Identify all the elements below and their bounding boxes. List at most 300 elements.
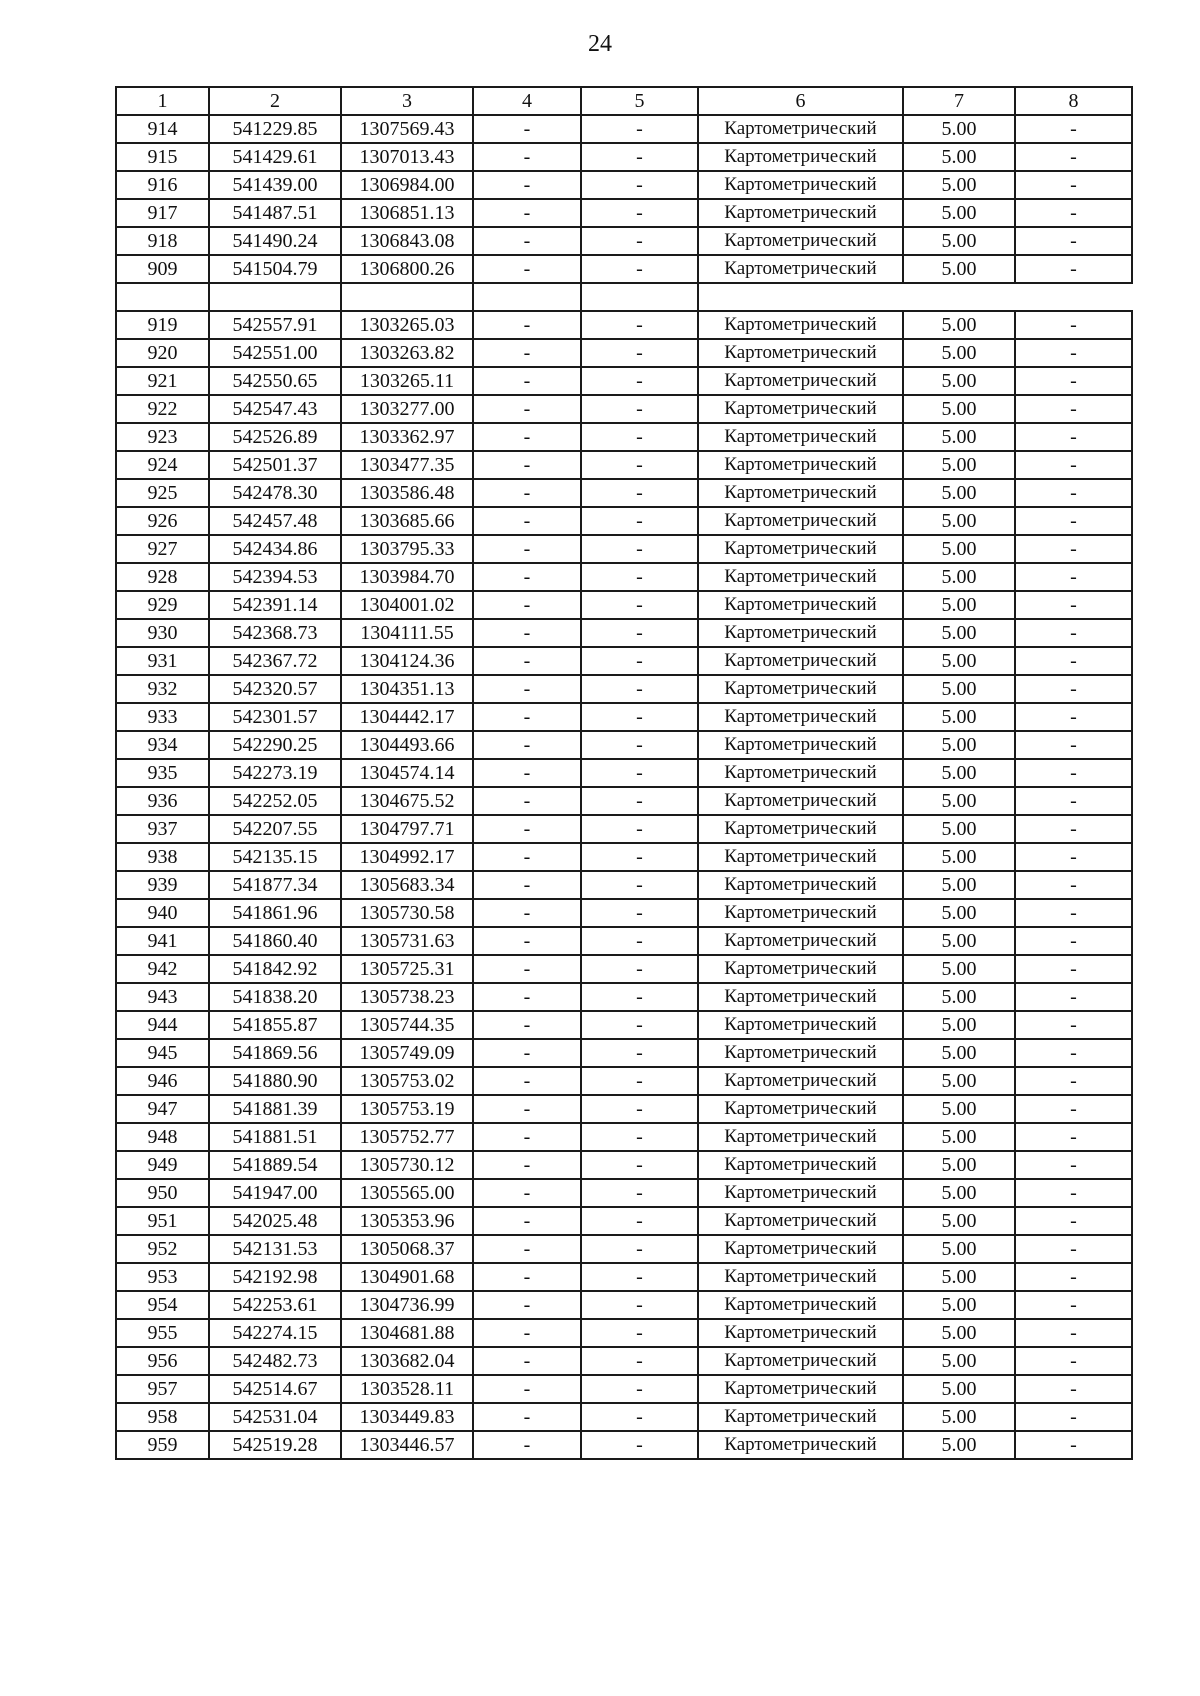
x-coordinate-cell: 542482.73 xyxy=(209,1347,341,1375)
method-cell: Картометрический xyxy=(698,899,903,927)
table-row xyxy=(116,815,1132,843)
method-cell: Картометрический xyxy=(698,171,903,199)
y-coordinate-cell: 1305744.35 xyxy=(341,1011,473,1039)
accuracy-cell: 5.00 xyxy=(903,115,1015,143)
col8-cell: - xyxy=(1015,983,1132,1011)
y-coordinate-cell: 1305738.23 xyxy=(341,983,473,1011)
point-number-cell: 936 xyxy=(116,787,209,815)
col8-cell: - xyxy=(1015,115,1132,143)
col8-cell: - xyxy=(1015,1095,1132,1123)
col5-cell: - xyxy=(581,927,698,955)
accuracy-cell: 5.00 xyxy=(903,451,1015,479)
method-cell: Картометрический xyxy=(698,1263,903,1291)
point-number-cell: 925 xyxy=(116,479,209,507)
col5-cell: - xyxy=(581,1011,698,1039)
table-row xyxy=(116,115,1132,143)
col8-cell: - xyxy=(1015,395,1132,423)
accuracy-cell: 5.00 xyxy=(903,1319,1015,1347)
col4-cell: - xyxy=(473,227,581,255)
accuracy-cell: 5.00 xyxy=(903,843,1015,871)
x-coordinate-cell: 541889.54 xyxy=(209,1151,341,1179)
col5-cell: - xyxy=(581,115,698,143)
col8-cell: - xyxy=(1015,1179,1132,1207)
y-coordinate-cell: 1307013.43 xyxy=(341,143,473,171)
point-number-cell: 918 xyxy=(116,227,209,255)
accuracy-cell: 5.00 xyxy=(903,199,1015,227)
accuracy-cell: 5.00 xyxy=(903,815,1015,843)
accuracy-cell: 5.00 xyxy=(903,1347,1015,1375)
table-row xyxy=(116,311,1132,339)
col4-cell: - xyxy=(473,1263,581,1291)
y-coordinate-cell: 1305730.12 xyxy=(341,1151,473,1179)
col8-cell: - xyxy=(1015,1207,1132,1235)
point-number-cell: 909 xyxy=(116,255,209,283)
accuracy-cell: 5.00 xyxy=(903,983,1015,1011)
y-coordinate-cell: 1303586.48 xyxy=(341,479,473,507)
y-coordinate-cell: 1303984.70 xyxy=(341,563,473,591)
col5-cell: - xyxy=(581,983,698,1011)
col4-cell: - xyxy=(473,1403,581,1431)
table-row xyxy=(116,647,1132,675)
col8-cell: - xyxy=(1015,1235,1132,1263)
table-row xyxy=(116,1123,1132,1151)
y-coordinate-cell: 1305353.96 xyxy=(341,1207,473,1235)
accuracy-cell: 5.00 xyxy=(903,1067,1015,1095)
x-coordinate-cell: 542547.43 xyxy=(209,395,341,423)
method-cell: Картометрический xyxy=(698,815,903,843)
table-row xyxy=(116,479,1132,507)
col8-cell: - xyxy=(1015,843,1132,871)
y-coordinate-cell: 1304736.99 xyxy=(341,1291,473,1319)
accuracy-cell: 5.00 xyxy=(903,171,1015,199)
y-coordinate-cell: 1304493.66 xyxy=(341,731,473,759)
y-coordinate-cell: 1303795.33 xyxy=(341,535,473,563)
col8-cell: - xyxy=(1015,1431,1132,1459)
table-row xyxy=(116,759,1132,787)
col8-cell: - xyxy=(1015,451,1132,479)
col5-cell: - xyxy=(581,143,698,171)
x-coordinate-cell: 542501.37 xyxy=(209,451,341,479)
y-coordinate-cell: 1304001.02 xyxy=(341,591,473,619)
col5-cell: - xyxy=(581,759,698,787)
table-row xyxy=(116,731,1132,759)
col4-cell: - xyxy=(473,563,581,591)
col4-cell: - xyxy=(473,1347,581,1375)
coordinates-table xyxy=(115,86,1133,1460)
accuracy-cell: 5.00 xyxy=(903,899,1015,927)
x-coordinate-cell: 542526.89 xyxy=(209,423,341,451)
y-coordinate-cell: 1304992.17 xyxy=(341,843,473,871)
table-row xyxy=(116,1431,1132,1459)
col8-cell: - xyxy=(1015,591,1132,619)
col8-cell: - xyxy=(1015,955,1132,983)
x-coordinate-cell: 541229.85 xyxy=(209,115,341,143)
method-cell: Картометрический xyxy=(698,1347,903,1375)
point-number-cell: 924 xyxy=(116,451,209,479)
col8-cell: - xyxy=(1015,703,1132,731)
col4-cell: - xyxy=(473,1431,581,1459)
col5-cell: - xyxy=(581,619,698,647)
col8-cell: - xyxy=(1015,1123,1132,1151)
method-cell: Картометрический xyxy=(698,311,903,339)
accuracy-cell: 5.00 xyxy=(903,1235,1015,1263)
accuracy-cell: 5.00 xyxy=(903,1179,1015,1207)
accuracy-cell: 5.00 xyxy=(903,563,1015,591)
accuracy-cell: 5.00 xyxy=(903,1291,1015,1319)
method-cell: Картометрический xyxy=(698,451,903,479)
col4-cell: - xyxy=(473,983,581,1011)
col8-cell: - xyxy=(1015,927,1132,955)
x-coordinate-cell: 542301.57 xyxy=(209,703,341,731)
accuracy-cell: 5.00 xyxy=(903,619,1015,647)
method-cell: Картометрический xyxy=(698,507,903,535)
point-number-cell: 920 xyxy=(116,339,209,367)
accuracy-cell: 5.00 xyxy=(903,675,1015,703)
x-coordinate-cell: 541861.96 xyxy=(209,899,341,927)
point-number-cell: 948 xyxy=(116,1123,209,1151)
x-coordinate-cell: 542253.61 xyxy=(209,1291,341,1319)
y-coordinate-cell: 1303362.97 xyxy=(341,423,473,451)
col8-cell: - xyxy=(1015,1151,1132,1179)
empty-cell xyxy=(341,283,473,311)
y-coordinate-cell: 1304901.68 xyxy=(341,1263,473,1291)
method-cell: Картометрический xyxy=(698,339,903,367)
accuracy-cell: 5.00 xyxy=(903,535,1015,563)
accuracy-cell: 5.00 xyxy=(903,395,1015,423)
col4-cell: - xyxy=(473,1319,581,1347)
table-row xyxy=(116,703,1132,731)
table-row xyxy=(116,1291,1132,1319)
method-cell: Картометрический xyxy=(698,1375,903,1403)
method-cell: Картометрический xyxy=(698,423,903,451)
column-header-3: 3 xyxy=(341,87,473,115)
col5-cell: - xyxy=(581,731,698,759)
col5-cell: - xyxy=(581,675,698,703)
method-cell: Картометрический xyxy=(698,1039,903,1067)
method-cell: Картометрический xyxy=(698,1179,903,1207)
col8-cell: - xyxy=(1015,675,1132,703)
col4-cell: - xyxy=(473,395,581,423)
col4-cell: - xyxy=(473,647,581,675)
col4-cell: - xyxy=(473,171,581,199)
col4-cell: - xyxy=(473,787,581,815)
y-coordinate-cell: 1304124.36 xyxy=(341,647,473,675)
table-row xyxy=(116,535,1132,563)
method-cell: Картометрический xyxy=(698,619,903,647)
x-coordinate-cell: 542531.04 xyxy=(209,1403,341,1431)
col8-cell: - xyxy=(1015,647,1132,675)
col8-cell: - xyxy=(1015,871,1132,899)
col4-cell: - xyxy=(473,899,581,927)
method-cell: Картометрический xyxy=(698,731,903,759)
point-number-cell: 941 xyxy=(116,927,209,955)
accuracy-cell: 5.00 xyxy=(903,1263,1015,1291)
table-row xyxy=(116,1207,1132,1235)
point-number-cell: 937 xyxy=(116,815,209,843)
col4-cell: - xyxy=(473,1095,581,1123)
x-coordinate-cell: 542434.86 xyxy=(209,535,341,563)
empty-cell xyxy=(116,283,209,311)
x-coordinate-cell: 541947.00 xyxy=(209,1179,341,1207)
contour-separator-row xyxy=(116,283,1132,311)
table-row xyxy=(116,1403,1132,1431)
col5-cell: - xyxy=(581,255,698,283)
col4-cell: - xyxy=(473,339,581,367)
table-row xyxy=(116,619,1132,647)
table-row xyxy=(116,675,1132,703)
col4-cell: - xyxy=(473,423,581,451)
page-number: 24 xyxy=(588,31,612,57)
col5-cell: - xyxy=(581,227,698,255)
accuracy-cell: 5.00 xyxy=(903,703,1015,731)
table-row xyxy=(116,1263,1132,1291)
method-cell: Картометрический xyxy=(698,1095,903,1123)
x-coordinate-cell: 542551.00 xyxy=(209,339,341,367)
y-coordinate-cell: 1305752.77 xyxy=(341,1123,473,1151)
point-number-cell: 923 xyxy=(116,423,209,451)
col8-cell: - xyxy=(1015,1291,1132,1319)
point-number-cell: 955 xyxy=(116,1319,209,1347)
col8-cell: - xyxy=(1015,899,1132,927)
accuracy-cell: 5.00 xyxy=(903,423,1015,451)
col5-cell: - xyxy=(581,591,698,619)
col8-cell: - xyxy=(1015,227,1132,255)
table-row xyxy=(116,927,1132,955)
table-row xyxy=(116,955,1132,983)
col8-cell: - xyxy=(1015,143,1132,171)
point-number-cell: 921 xyxy=(116,367,209,395)
col4-cell: - xyxy=(473,843,581,871)
col8-cell: - xyxy=(1015,1039,1132,1067)
y-coordinate-cell: 1305068.37 xyxy=(341,1235,473,1263)
y-coordinate-cell: 1307569.43 xyxy=(341,115,473,143)
x-coordinate-cell: 541838.20 xyxy=(209,983,341,1011)
point-number-cell: 916 xyxy=(116,171,209,199)
point-number-cell: 926 xyxy=(116,507,209,535)
col8-cell: - xyxy=(1015,367,1132,395)
table-row xyxy=(116,1095,1132,1123)
point-number-cell: 944 xyxy=(116,1011,209,1039)
table-row xyxy=(116,367,1132,395)
y-coordinate-cell: 1303265.11 xyxy=(341,367,473,395)
col8-cell: - xyxy=(1015,563,1132,591)
point-number-cell: 915 xyxy=(116,143,209,171)
col5-cell: - xyxy=(581,199,698,227)
y-coordinate-cell: 1306843.08 xyxy=(341,227,473,255)
point-number-cell: 951 xyxy=(116,1207,209,1235)
point-number-cell: 935 xyxy=(116,759,209,787)
col8-cell: - xyxy=(1015,1067,1132,1095)
y-coordinate-cell: 1303682.04 xyxy=(341,1347,473,1375)
col8-cell: - xyxy=(1015,479,1132,507)
x-coordinate-cell: 541880.90 xyxy=(209,1067,341,1095)
x-coordinate-cell: 542192.98 xyxy=(209,1263,341,1291)
x-coordinate-cell: 541490.24 xyxy=(209,227,341,255)
col5-cell: - xyxy=(581,1263,698,1291)
point-number-cell: 938 xyxy=(116,843,209,871)
point-number-cell: 919 xyxy=(116,311,209,339)
point-number-cell: 931 xyxy=(116,647,209,675)
accuracy-cell: 5.00 xyxy=(903,1207,1015,1235)
method-cell: Картометрический xyxy=(698,1123,903,1151)
accuracy-cell: 5.00 xyxy=(903,143,1015,171)
x-coordinate-cell: 542273.19 xyxy=(209,759,341,787)
x-coordinate-cell: 541869.56 xyxy=(209,1039,341,1067)
col5-cell: - xyxy=(581,1319,698,1347)
col4-cell: - xyxy=(473,591,581,619)
col4-cell: - xyxy=(473,311,581,339)
method-cell: Картометрический xyxy=(698,143,903,171)
empty-cell xyxy=(473,283,581,311)
table-row xyxy=(116,255,1132,283)
y-coordinate-cell: 1303685.66 xyxy=(341,507,473,535)
table-row xyxy=(116,507,1132,535)
col8-cell: - xyxy=(1015,1347,1132,1375)
table-row xyxy=(116,787,1132,815)
accuracy-cell: 5.00 xyxy=(903,227,1015,255)
col5-cell: - xyxy=(581,1151,698,1179)
y-coordinate-cell: 1304351.13 xyxy=(341,675,473,703)
col4-cell: - xyxy=(473,703,581,731)
col4-cell: - xyxy=(473,479,581,507)
col8-cell: - xyxy=(1015,423,1132,451)
accuracy-cell: 5.00 xyxy=(903,1431,1015,1459)
point-number-cell: 933 xyxy=(116,703,209,731)
y-coordinate-cell: 1304681.88 xyxy=(341,1319,473,1347)
col4-cell: - xyxy=(473,255,581,283)
accuracy-cell: 5.00 xyxy=(903,647,1015,675)
x-coordinate-cell: 541860.40 xyxy=(209,927,341,955)
accuracy-cell: 5.00 xyxy=(903,871,1015,899)
x-coordinate-cell: 542290.25 xyxy=(209,731,341,759)
accuracy-cell: 5.00 xyxy=(903,787,1015,815)
column-header-6: 6 xyxy=(698,87,903,115)
method-cell: Картометрический xyxy=(698,1431,903,1459)
accuracy-cell: 5.00 xyxy=(903,367,1015,395)
col4-cell: - xyxy=(473,1375,581,1403)
table-row xyxy=(116,1151,1132,1179)
x-coordinate-cell: 541855.87 xyxy=(209,1011,341,1039)
x-coordinate-cell: 542368.73 xyxy=(209,619,341,647)
point-number-cell: 956 xyxy=(116,1347,209,1375)
accuracy-cell: 5.00 xyxy=(903,955,1015,983)
col5-cell: - xyxy=(581,1375,698,1403)
x-coordinate-cell: 541881.51 xyxy=(209,1123,341,1151)
col8-cell: - xyxy=(1015,1403,1132,1431)
col5-cell: - xyxy=(581,171,698,199)
method-cell: Картометрический xyxy=(698,199,903,227)
col5-cell: - xyxy=(581,1291,698,1319)
x-coordinate-cell: 542367.72 xyxy=(209,647,341,675)
x-coordinate-cell: 542478.30 xyxy=(209,479,341,507)
col8-cell: - xyxy=(1015,619,1132,647)
method-cell: Картометрический xyxy=(698,1403,903,1431)
accuracy-cell: 5.00 xyxy=(903,255,1015,283)
table-row xyxy=(116,591,1132,619)
accuracy-cell: 5.00 xyxy=(903,339,1015,367)
point-number-cell: 945 xyxy=(116,1039,209,1067)
table-row xyxy=(116,1375,1132,1403)
y-coordinate-cell: 1306851.13 xyxy=(341,199,473,227)
point-number-cell: 942 xyxy=(116,955,209,983)
method-cell: Картометрический xyxy=(698,115,903,143)
col4-cell: - xyxy=(473,535,581,563)
column-header-4: 4 xyxy=(473,87,581,115)
x-coordinate-cell: 542025.48 xyxy=(209,1207,341,1235)
x-coordinate-cell: 542131.53 xyxy=(209,1235,341,1263)
x-coordinate-cell: 542457.48 xyxy=(209,507,341,535)
y-coordinate-cell: 1304111.55 xyxy=(341,619,473,647)
y-coordinate-cell: 1304574.14 xyxy=(341,759,473,787)
col4-cell: - xyxy=(473,759,581,787)
method-cell: Картометрический xyxy=(698,983,903,1011)
col5-cell: - xyxy=(581,507,698,535)
method-cell: Картометрический xyxy=(698,1291,903,1319)
col5-cell: - xyxy=(581,1039,698,1067)
accuracy-cell: 5.00 xyxy=(903,1011,1015,1039)
y-coordinate-cell: 1304442.17 xyxy=(341,703,473,731)
method-cell: Картометрический xyxy=(698,927,903,955)
accuracy-cell: 5.00 xyxy=(903,1095,1015,1123)
x-coordinate-cell: 542550.65 xyxy=(209,367,341,395)
y-coordinate-cell: 1303528.11 xyxy=(341,1375,473,1403)
y-coordinate-cell: 1303265.03 xyxy=(341,311,473,339)
col4-cell: - xyxy=(473,1039,581,1067)
table-row xyxy=(116,1179,1132,1207)
col5-cell: - xyxy=(581,311,698,339)
column-header-7: 7 xyxy=(903,87,1015,115)
method-cell: Картометрический xyxy=(698,1207,903,1235)
col5-cell: - xyxy=(581,1347,698,1375)
point-number-cell: 927 xyxy=(116,535,209,563)
point-number-cell: 950 xyxy=(116,1179,209,1207)
y-coordinate-cell: 1306984.00 xyxy=(341,171,473,199)
column-header-8: 8 xyxy=(1015,87,1132,115)
col5-cell: - xyxy=(581,479,698,507)
point-number-cell: 959 xyxy=(116,1431,209,1459)
col8-cell: - xyxy=(1015,1263,1132,1291)
column-header-5: 5 xyxy=(581,87,698,115)
col5-cell: - xyxy=(581,451,698,479)
point-number-cell: 929 xyxy=(116,591,209,619)
col5-cell: - xyxy=(581,1207,698,1235)
y-coordinate-cell: 1303446.57 xyxy=(341,1431,473,1459)
table-row xyxy=(116,843,1132,871)
method-cell: Картометрический xyxy=(698,675,903,703)
table-row xyxy=(116,143,1132,171)
col4-cell: - xyxy=(473,1123,581,1151)
table-header-row xyxy=(116,87,1132,115)
accuracy-cell: 5.00 xyxy=(903,731,1015,759)
method-cell: Картометрический xyxy=(698,787,903,815)
column-header-2: 2 xyxy=(209,87,341,115)
method-cell: Картометрический xyxy=(698,479,903,507)
col5-cell: - xyxy=(581,367,698,395)
table-row xyxy=(116,423,1132,451)
point-number-cell: 940 xyxy=(116,899,209,927)
col4-cell: - xyxy=(473,451,581,479)
col5-cell: - xyxy=(581,1431,698,1459)
x-coordinate-cell: 542394.53 xyxy=(209,563,341,591)
method-cell: Картометрический xyxy=(698,227,903,255)
y-coordinate-cell: 1305730.58 xyxy=(341,899,473,927)
col8-cell: - xyxy=(1015,339,1132,367)
accuracy-cell: 5.00 xyxy=(903,927,1015,955)
method-cell: Картометрический xyxy=(698,1235,903,1263)
col4-cell: - xyxy=(473,367,581,395)
accuracy-cell: 5.00 xyxy=(903,311,1015,339)
y-coordinate-cell: 1305683.34 xyxy=(341,871,473,899)
